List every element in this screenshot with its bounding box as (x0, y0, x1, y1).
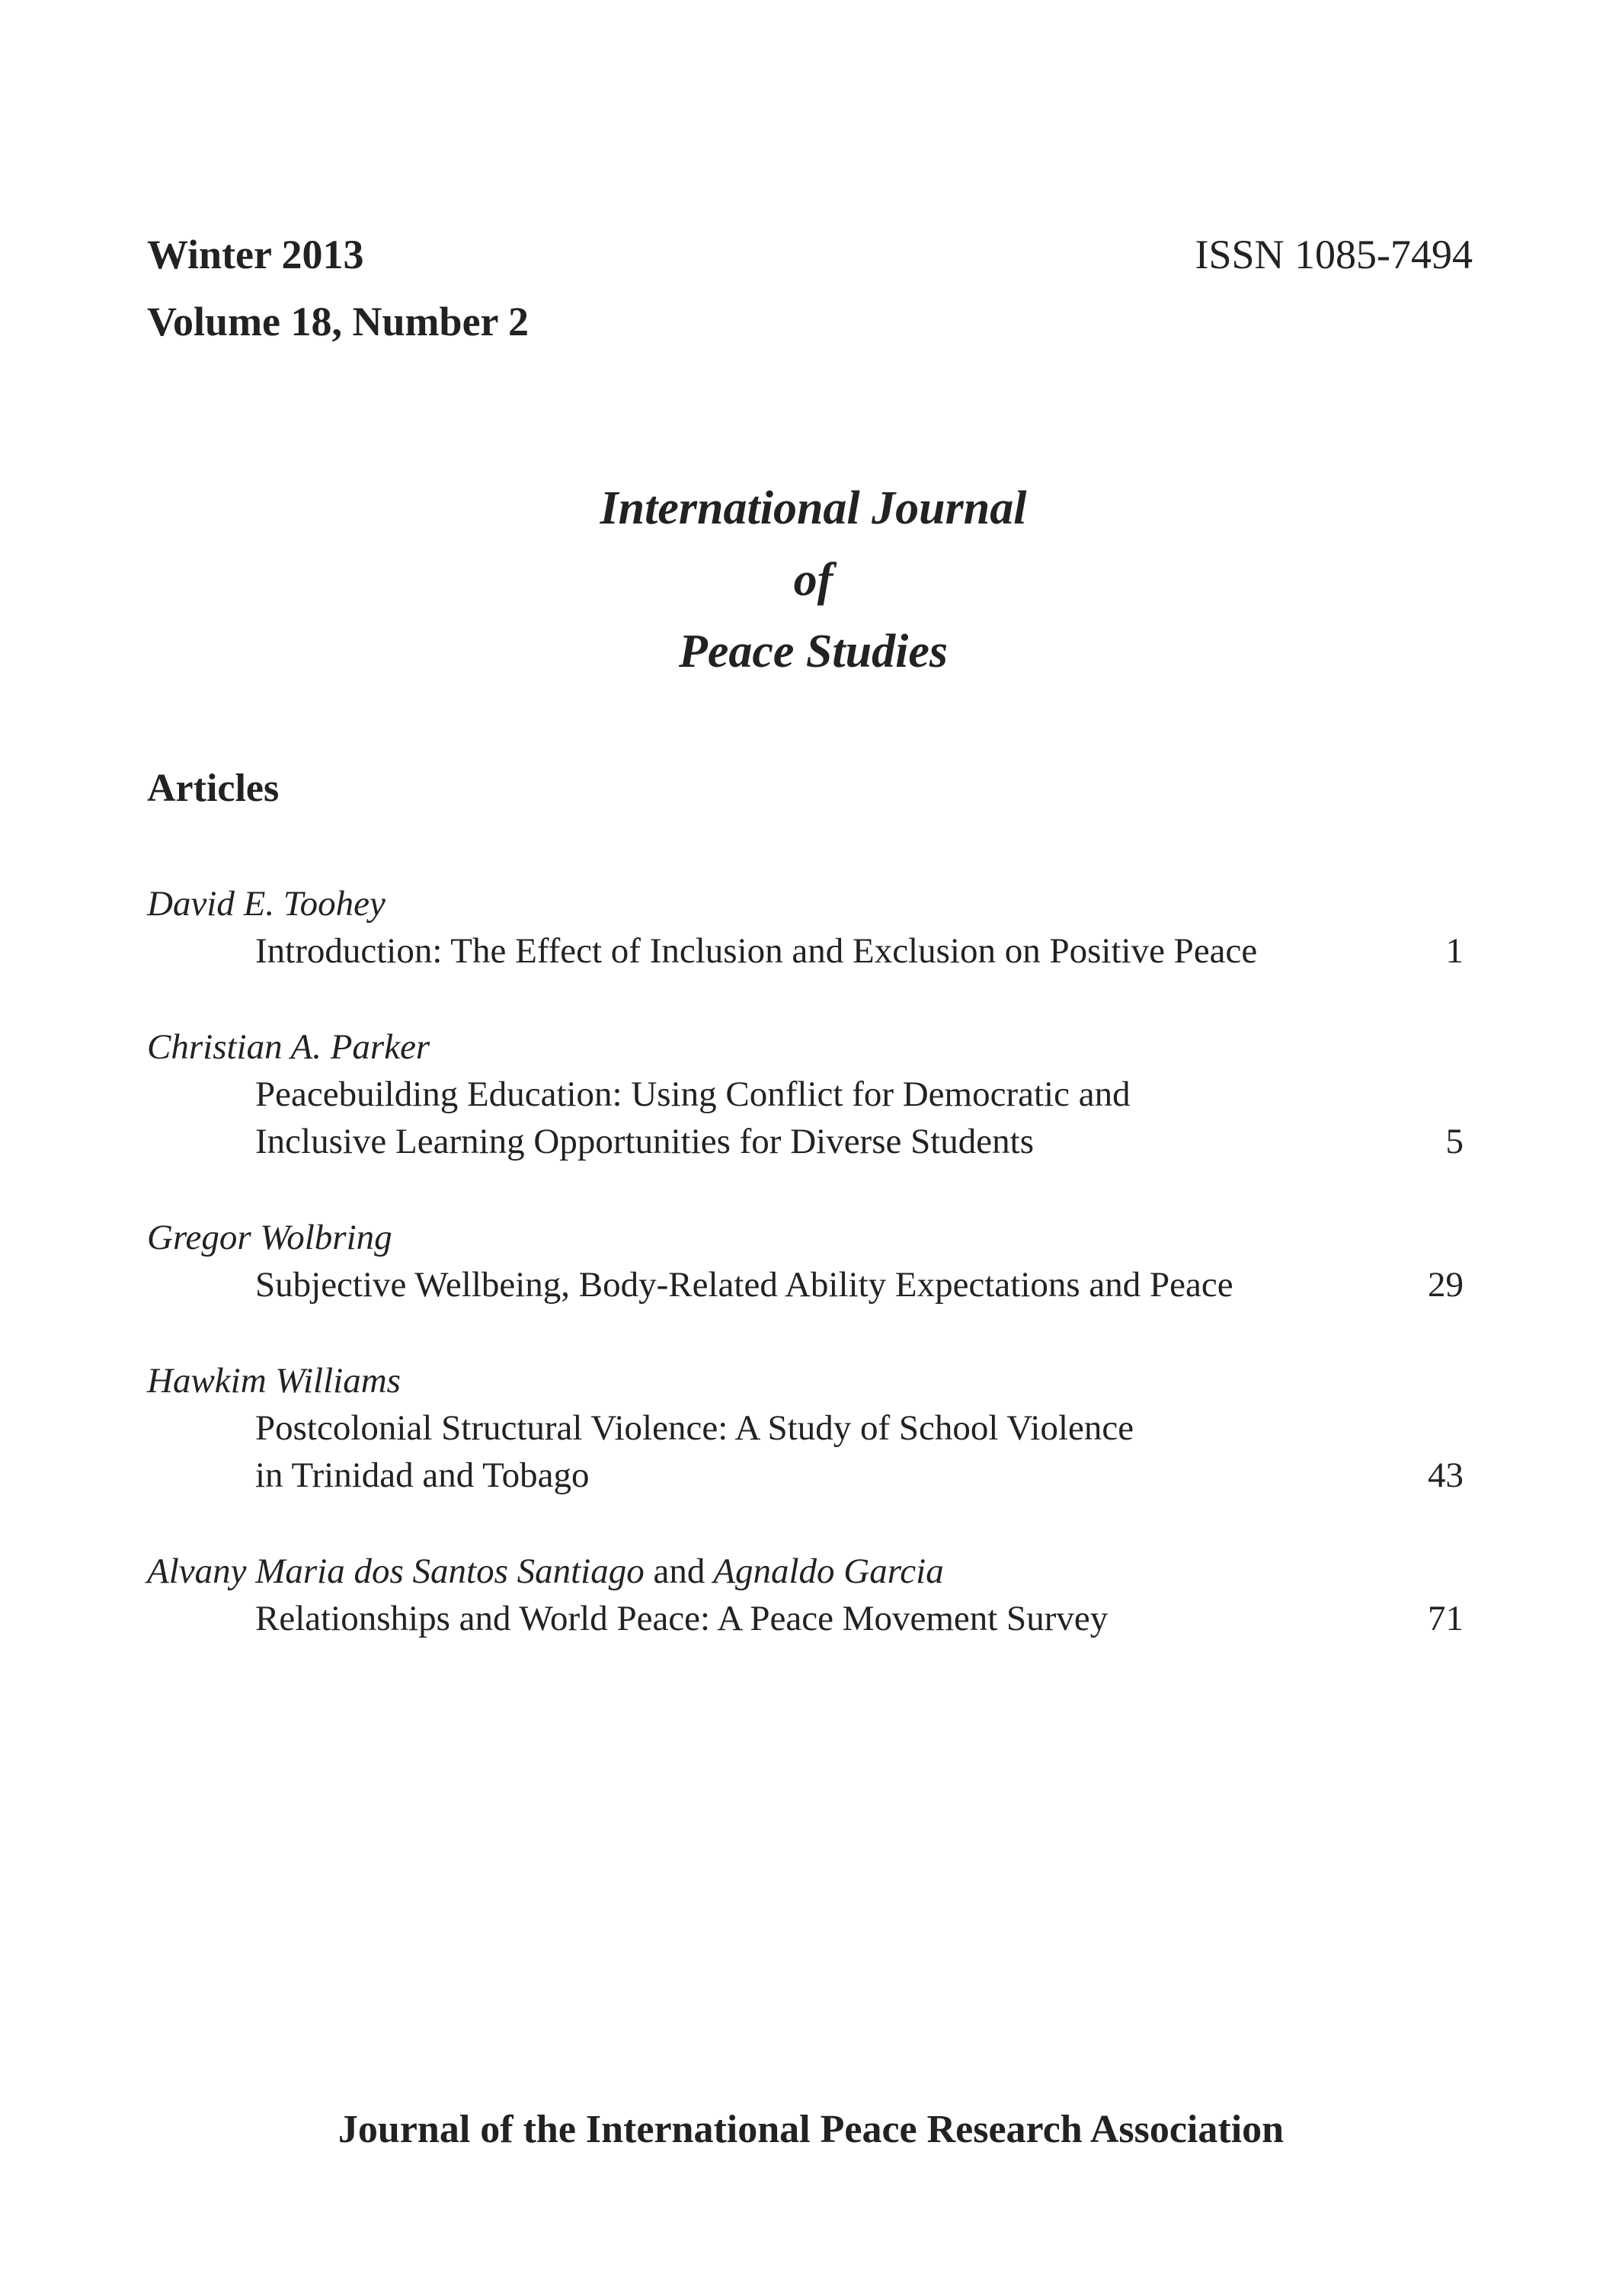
toc-entry (147, 1214, 1473, 1308)
page-number: 71 (1428, 1599, 1464, 1638)
article-title-line: Inclusive Learning Opportunities for Diverse Students (255, 1122, 1035, 1161)
issue-volume: Volume 18, Number 2 (147, 299, 529, 344)
toc-entry (147, 880, 1473, 975)
footer-association: Journal of the International Peace Research Association (338, 2108, 1284, 2151)
article-title-line: Peacebuilding Education: Using Conflict for Democratic and (255, 1074, 1131, 1114)
article-title-line: Relationships and World Peace: A Peace Movement Survey (255, 1599, 1109, 1638)
page-number: 1 (1445, 931, 1464, 971)
page-number: 29 (1428, 1265, 1464, 1305)
issue-season: Winter 2013 (147, 232, 364, 277)
article-author (147, 1023, 1473, 1071)
article-author (147, 1357, 1473, 1404)
toc-entry (147, 1023, 1473, 1165)
journal-title-line-3: Peace Studies (679, 626, 948, 677)
issn: ISSN 1085-7494 (1195, 232, 1473, 277)
page-number: 43 (1428, 1455, 1464, 1495)
section-heading-articles: Articles (147, 767, 280, 810)
author-name: David E. Toohey (147, 884, 386, 924)
article-title-line: in Trinidad and Tobago (255, 1455, 590, 1495)
article-title-line: Postcolonial Structural Violence: A Study of School Violence (255, 1408, 1134, 1448)
article-title[interactable] (147, 1261, 1473, 1308)
article-title[interactable] (147, 1404, 1473, 1499)
article-author (147, 880, 1473, 927)
author-name: Gregor Wolbring (147, 1218, 392, 1257)
article-title-line: Introduction: The Effect of Inclusion and Exclusion on Positive Peace (255, 931, 1258, 971)
author-name: Hawkim Williams (147, 1361, 401, 1401)
page-number: 5 (1445, 1122, 1464, 1161)
journal-title (0, 472, 1622, 687)
article-author (147, 1214, 1473, 1261)
author-name: Agnaldo Garcia (713, 1551, 944, 1591)
journal-title-line-1: International Journal (600, 482, 1027, 534)
author-name: Alvany Maria dos Santos Santiago (147, 1551, 645, 1591)
author-joiner: and (653, 1551, 705, 1591)
article-title[interactable] (147, 1595, 1473, 1642)
article-title-line: Subjective Wellbeing, Body-Related Ability Expectations and Peace (255, 1265, 1233, 1305)
toc-entry (147, 1357, 1473, 1499)
toc-entry (147, 1548, 1473, 1642)
article-title[interactable] (147, 927, 1473, 975)
author-name: Christian A. Parker (147, 1027, 430, 1067)
table-of-contents (147, 880, 1473, 1691)
journal-title-line-2: of (793, 554, 833, 606)
issue-info (147, 221, 529, 355)
article-author (147, 1548, 1473, 1595)
article-title[interactable] (147, 1071, 1473, 1165)
